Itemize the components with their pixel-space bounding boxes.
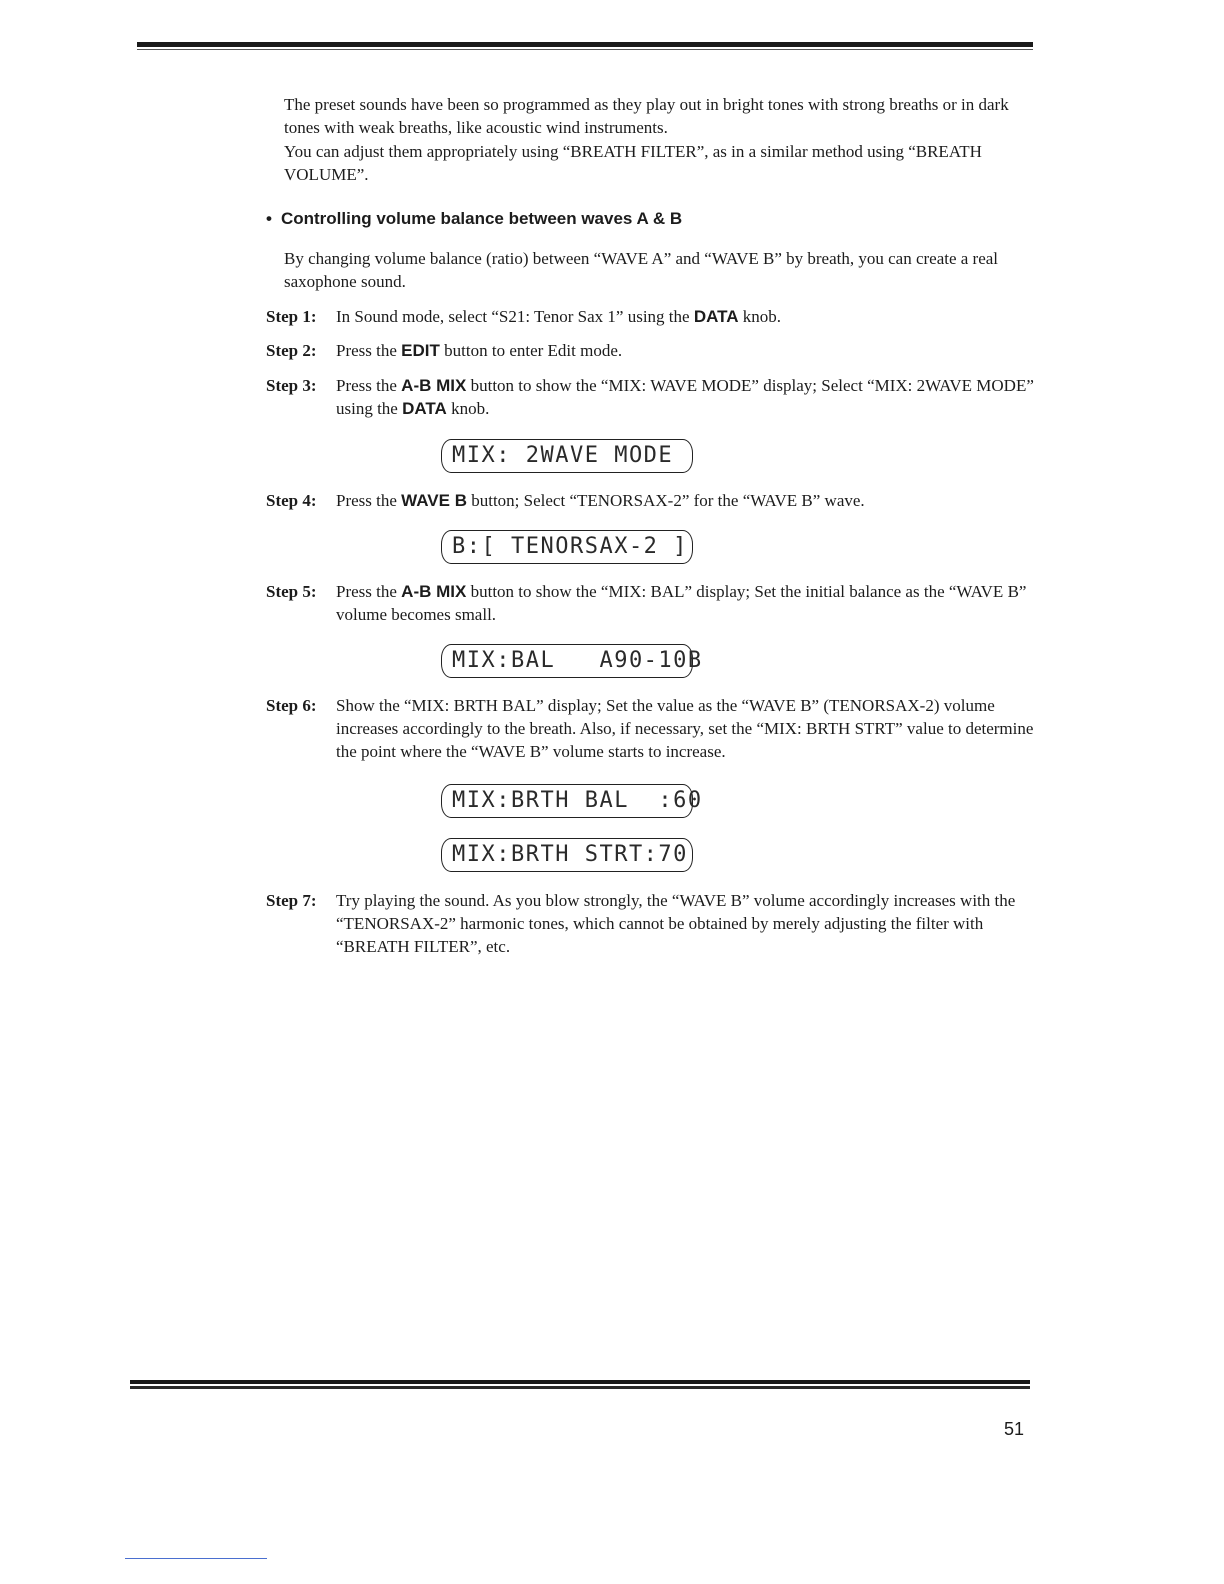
step-text: Show the “MIX: BRTH BAL” display; Set the value as the “WAVE B” (TENORSAX-2) volume increases accordingly to the breath. Also, if necessary, set the “MIX: BRTH STRT” value to determine the point where the “WAVE B” volume starts to increase. <box>336 696 1034 761</box>
step-label: Step 6: <box>266 696 317 715</box>
section-heading <box>266 209 682 229</box>
step-text: Press the A-B MIX button to show the “MIX: BAL” display; Set the initial balance as the “WAVE B” volume becomes small. <box>336 582 1027 624</box>
top-rule <box>137 42 1033 47</box>
control-name: DATA <box>693 307 739 326</box>
step-label: Step 3: <box>266 376 317 395</box>
control-name: EDIT <box>401 341 440 360</box>
intro-paragraph-1: The preset sounds have been so programmed as they play out in bright tones with strong breaths or in dark tones with weak breaths, like acoustic wind instruments. <box>284 95 1009 137</box>
bullet-icon: • <box>266 209 272 228</box>
bottom-rule <box>130 1380 1030 1384</box>
step-text: In Sound mode, select “S21: Tenor Sax 1” using the DATA knob. <box>336 307 782 326</box>
intro-paragraph-2: You can adjust them appropriately using “BREATH FILTER”, as in a similar method using “BREATH VOLUME”. <box>284 142 982 184</box>
step-label: Step 5: <box>266 582 317 601</box>
step-text: Press the A-B MIX button to show the “MIX: WAVE MODE” display; Select “MIX: 2WAVE MODE” using the DATA knob. <box>336 376 1034 418</box>
lcd-display-wave-mode: MIX: 2WAVE MODE <box>441 439 693 473</box>
control-name: DATA <box>402 399 447 418</box>
page-number: 51 <box>1004 1419 1025 1439</box>
step-text: Try playing the sound. As you blow strongly, the “WAVE B” volume accordingly increases with the “TENORSAX-2” harmonic tones, which cannot be obtained by merely adjusting the filter with “BREATH FILTER”, etc. <box>336 891 1016 956</box>
step-text: Press the WAVE B button; Select “TENORSAX-2” for the “WAVE B” wave. <box>336 491 865 510</box>
lcd-display-wave-b: B:[ TENORSAX-2 ] <box>441 530 693 564</box>
control-name: WAVE B <box>401 491 467 510</box>
lcd-display-breath-start: MIX:BRTH STRT:70 <box>441 838 693 872</box>
step-label: Step 4: <box>266 491 317 510</box>
step-label: Step 7: <box>266 891 317 910</box>
step-label: Step 1: <box>266 307 317 326</box>
section-intro: By changing volume balance (ratio) between “WAVE A” and “WAVE B” by breath, you can create a real saxophone sound. <box>284 249 999 291</box>
bottom-rule-thin <box>130 1386 1030 1389</box>
control-name: A-B MIX <box>401 376 467 395</box>
footer-line <box>125 1558 267 1559</box>
step-label: Step 2: <box>266 341 317 360</box>
control-name: A-B MIX <box>401 582 467 601</box>
section-heading-text: Controlling volume balance between waves A & B <box>280 209 683 228</box>
lcd-display-breath-balance: MIX:BRTH BAL :60 <box>441 784 693 818</box>
step-text: Press the EDIT button to enter Edit mode. <box>336 341 623 360</box>
top-rule-thin <box>137 49 1033 50</box>
lcd-display-balance: MIX:BAL A90-10B <box>441 644 693 678</box>
